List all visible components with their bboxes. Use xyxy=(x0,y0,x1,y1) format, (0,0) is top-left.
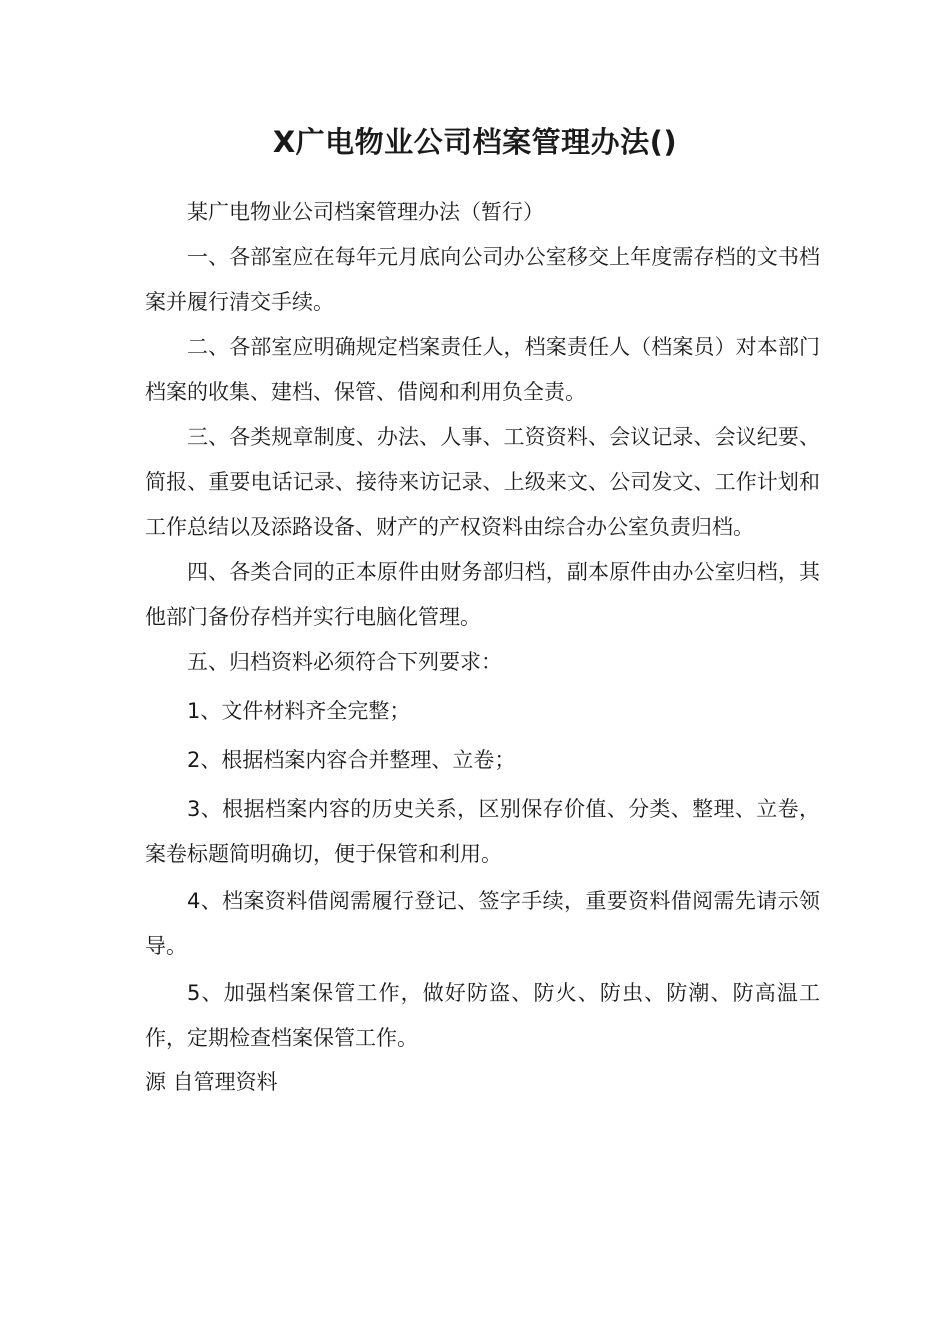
paragraph-3: 三、各类规章制度、办法、人事、工资资料、会议记录、会议纪要、简报、重要电话记录、接待来访记录、上级来文、公司发文、工作计划和工作总结以及添路设备、财产的产权资料由综合办公室负责归档。 xyxy=(145,425,820,539)
requirement-4: 4、档案资料借阅需履行登记、签字手续，重要资料借阅需先请示领导。 xyxy=(145,889,820,958)
requirement-2: 2、根据档案内容合并整理、立卷； xyxy=(187,748,516,772)
requirement-1: 1、文件材料齐全完整； xyxy=(187,699,411,723)
paragraph-2: 二、各部室应明确规定档案责任人，档案责任人（档案员）对本部门档案的收集、建档、保管、借阅和利用负全责。 xyxy=(145,335,820,404)
source-note: 源 自管理资料 xyxy=(145,1070,278,1094)
paragraph-4: 四、各类合同的正本原件由财务部归档，副本原件由办公室归档，其他部门备份存档并实行电脑化管理。 xyxy=(145,560,820,629)
document-body xyxy=(145,190,820,1103)
paragraph-5: 五、归档资料必须符合下列要求： xyxy=(187,650,502,674)
requirement-5: 5、加强档案保管工作，做好防盗、防火、防虫、防潮、防高温工作，定期检查档案保管工作。 xyxy=(145,981,820,1050)
paragraph-1: 一、各部室应在每年元月底向公司办公室移交上年度需存档的文书档案并履行清交手续。 xyxy=(145,245,820,314)
requirement-3: 3、根据档案内容的历史关系，区别保存价值、分类、整理、立卷，案卷标题简明确切，便于保管和利用。 xyxy=(145,797,820,866)
document-subtitle: 某广电物业公司档案管理办法（暂行） xyxy=(187,200,544,224)
document-title: X广电物业公司档案管理办法() xyxy=(272,125,678,159)
